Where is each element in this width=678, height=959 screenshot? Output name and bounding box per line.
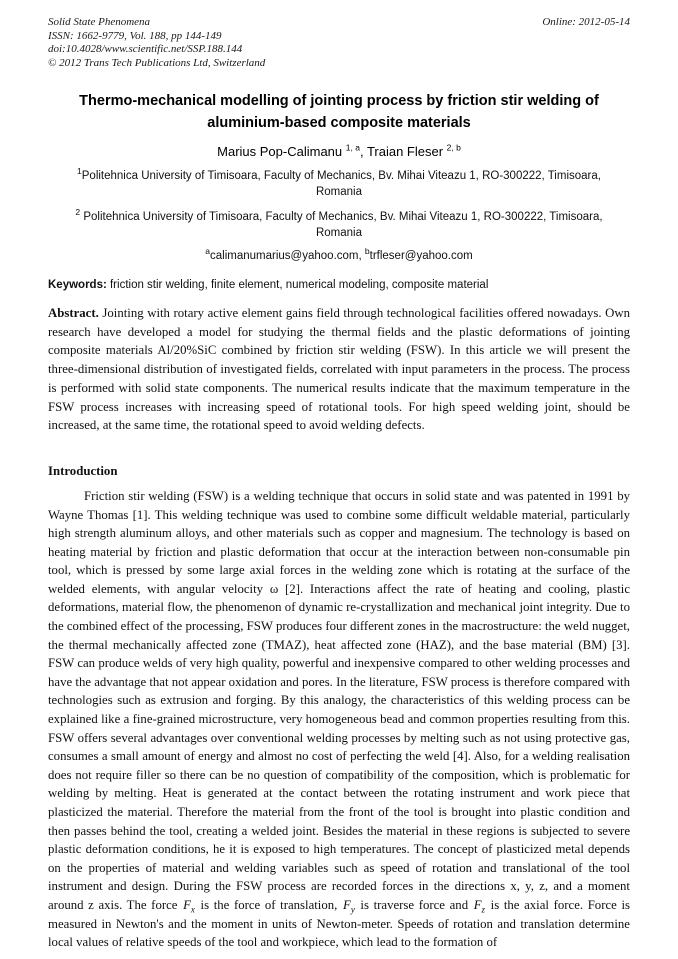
force-y-base: F	[342, 897, 351, 912]
journal-header	[48, 16, 630, 70]
force-x-symbol	[182, 897, 196, 915]
affiliation-2	[59, 209, 619, 241]
introduction-paragraph	[48, 487, 630, 952]
authors-line	[48, 144, 630, 159]
force-y-symbol	[342, 897, 356, 915]
affiliation-2-text: Politehnica University of Timisoara, Faculty of Mechanics, Bv. Mihai Viteazu 1, RO-300222, Timisoara, Romania	[80, 211, 603, 239]
keywords-label: Keywords:	[48, 279, 107, 291]
affiliation-1	[59, 168, 619, 200]
email-1: calimanumarius@yahoo.com,	[210, 250, 365, 262]
introduction-text-segment-1: Friction stir welding (FSW) is a welding technique that occurs in solid state and was patented in 1991 by Wayne Thomas [1]. This welding technique was used to combine some difficult weldable material, particularly high strength aluminum alloys, and other materials such as copper and magnesium. The technology is based on heating material by friction and plastic deformation that occur at the interaction between non-consumable pin tool, which is pressed by some large axial forces in the welding zone which is rotating at the surface of the welded elements, with angular velocity ω [2]. Interactions affect the rate of heating and cooling, plastic deformations, material flow, the phenomenon of dynamic re-crystallization and mechanical joint integrity. Due to the combined effect of the processing, FSW produces four different zones in the macrostructure: the weld nugget, the thermal mechanically affected zone (TMAZ), heat affected zone (HAZ), and the base material (BM) [3]. FSW can produce welds of very high quality, powerful and inexpensive compared to other welding processes and have the advantage that not appear oxidation and pores. In the literature, FSW process is therefore compared with technologies such as extrusion and forging. By this analogy, the characteristics of this welding process can be explained like a fine-grained microstructure, very homogeneous bead and common properties resulting from this. FSW offers several advantages over conventional welding processes by melting such as not using protective gas, consumes a small amount of energy and almost no cost of perfecting the weld [4]. Also, for a welding realisation does not require filler so there can be no question of compatibility of the composition, which is problematic for welding by melting. Heat is generated at the contact between the rotating instrument and work piece that plasticized the material. Therefore the material from the front of the tool is brought into plastic condition and then passes behind the tool, creating a welded joint. Besides the material in these regions is subjected to severe plastic deformation conditions, he it is exposed to high temperatures. The concept of plasticized metal depends on the properties of material and welding variables such as speed of rotation and translational of the tool instrument and design. During the FSW process are recorded forces in the directions x, y, z, and a moment around z axis. The force	[48, 488, 630, 912]
force-z-base: F	[473, 897, 482, 912]
introduction-text-segment-3: is traverse force and	[355, 897, 473, 912]
author-1-affiliation-marker: 1, a	[345, 142, 360, 153]
journal-name: Solid State Phenomena	[48, 16, 151, 28]
paper-title: Thermo-mechanical modelling of jointing process by friction stir welding of aluminium-based composite materials	[79, 93, 599, 131]
copyright-line: © 2012 Trans Tech Publications Ltd, Switzerland	[48, 56, 266, 69]
affiliation-1-text: Politehnica University of Timisoara, Faculty of Mechanics, Bv. Mihai Viteazu 1, RO-300222, Timisoara, Romania	[81, 170, 601, 198]
force-z-symbol	[473, 897, 486, 915]
doi-line: doi:10.4028/www.scientific.net/SSP.188.144	[48, 43, 243, 55]
keywords-line	[48, 279, 630, 291]
introduction-heading: Introduction	[48, 463, 118, 478]
author-emails	[48, 246, 630, 262]
affiliation-1-marker: 1	[77, 166, 82, 177]
author-2-affiliation-marker: 2, b	[446, 142, 461, 153]
force-x-base: F	[183, 897, 191, 912]
abstract-paragraph	[48, 304, 630, 435]
abstract-text: Jointing with rotary active element gains field through technological facilities offered nowadays. Own research have developed a model for studying the thermal fields and the plastic deformations of jointing composite materials Al/20%SiC combined by friction stir welding (FSW). In this article we will present the three-dimensional distribution of investigated fields, correlated with input parameters in the process. The process is performed with solid state components. The numerical results indicate that the maximum temperature in the FSW process increases with increasing speed of rotational tools. For high speed welding joint, should be increased, at the same time, the rotational speed to avoid welding defects.	[48, 306, 630, 433]
email-2-marker: b	[364, 246, 370, 257]
force-z-subscript: z	[481, 904, 486, 915]
keywords-text: friction stir welding, finite element, numerical modeling, composite material	[106, 279, 489, 291]
force-x-subscript: x	[190, 904, 195, 915]
force-y-subscript: y	[350, 904, 355, 915]
online-date: Online: 2012-05-14	[542, 16, 630, 28]
introduction-text-segment-2: is the force of translation,	[195, 897, 342, 912]
author-1-name: Marius Pop-Calimanu	[217, 144, 346, 159]
author-2-name: Traian Fleser	[366, 144, 447, 159]
email-1-marker: a	[205, 246, 211, 257]
abstract-label: Abstract.	[48, 306, 99, 320]
affiliation-2-marker: 2	[75, 207, 81, 218]
author-separator: ,	[359, 144, 367, 159]
email-2: trfleser@yahoo.com	[369, 250, 473, 262]
issn-volume-line: ISSN: 1662-9779, Vol. 188, pp 144-149	[48, 29, 222, 42]
introduction-text-segment-4: is the axial force. Force is measured in Newton's and the moment in units of Newton-meter. Speeds of rotation and translation determine local values of relative speeds of the tool and workpiece, which lead to the formation of	[48, 897, 630, 950]
